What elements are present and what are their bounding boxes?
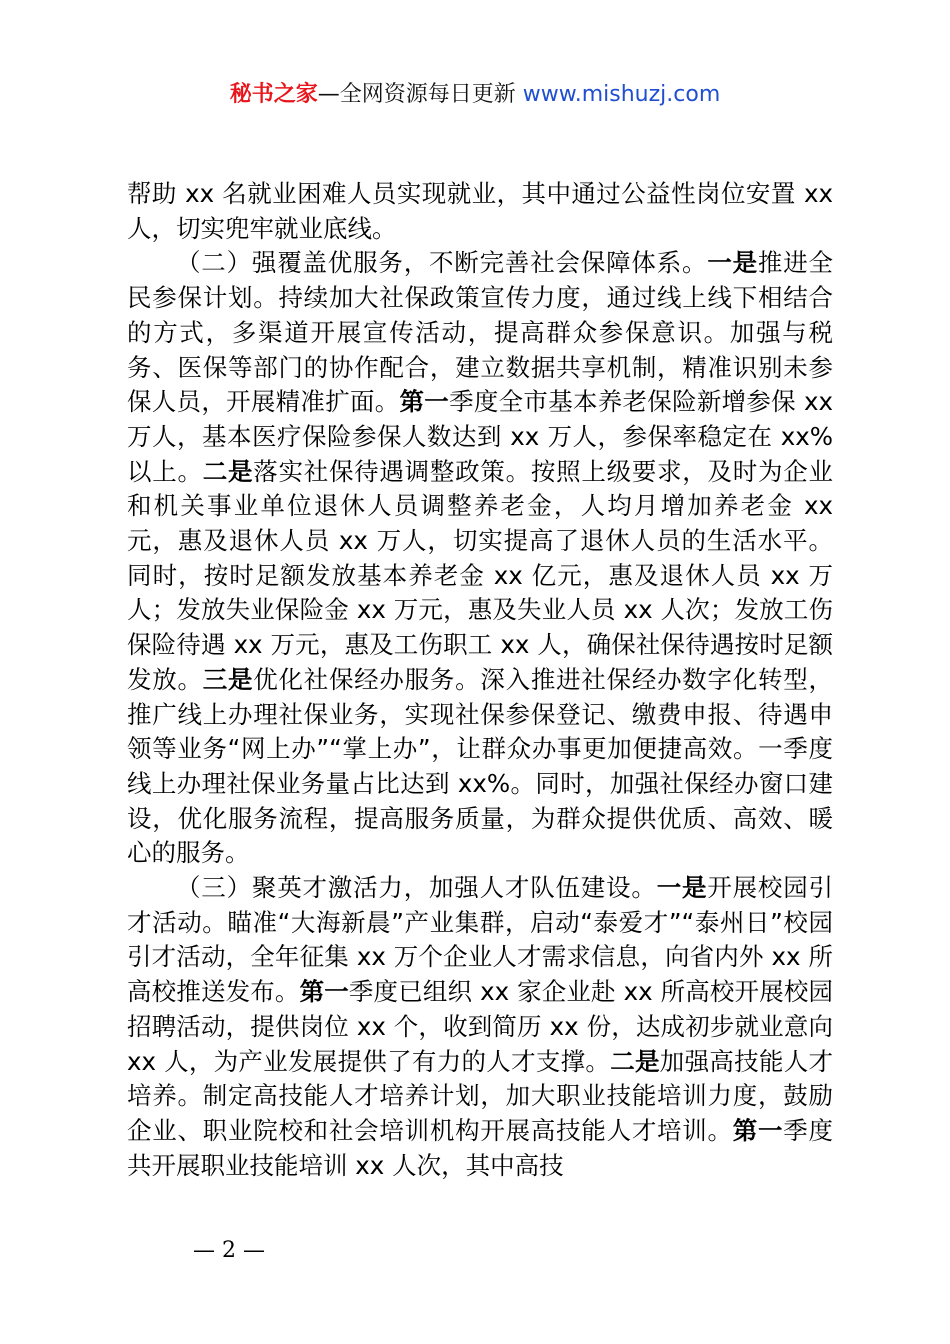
text-segment: 开展校园引才活动。瞄准“大海新晨”产业集群，启动“泰爱才”“泰州日”校园引才活动，全年征集 xx 万个企业人才需求信息，向省内外 xx 所高校推送发布。	[127, 873, 834, 1007]
bold-marker: 一是	[656, 873, 708, 903]
paragraph-section-2	[127, 246, 833, 871]
text-segment: 加强高技能人才培养。制定高技能人才培养计划，加大职业技能培训力度，鼓励企业、职业院校和社会培训机构开展高技能人才培训。	[127, 1046, 834, 1145]
bold-marker: 一是	[707, 248, 758, 278]
text-segment: 季度共开展职业技能培训 xx 人次，其中高技	[127, 1115, 834, 1180]
document-header	[0, 80, 950, 110]
text-segment: 帮助 xx 名就业困难人员实现就业，其中通过公益性岗位安置 xx 人，切实兜牢就业底线。	[127, 179, 833, 243]
document-body	[127, 177, 833, 1183]
text-segment: 季度全市基本养老保险新增参保 xx 万人，基本医疗保险参保人数达到 xx 万人，参保率稳定在 xx%以上。	[127, 387, 834, 486]
bold-marker: 第一	[299, 977, 349, 1007]
bold-marker: 第一	[732, 1115, 784, 1145]
paragraph-section-3	[127, 871, 833, 1183]
header-url[interactable]: www.mishuzj.com	[522, 82, 721, 107]
section-heading: （三）聚英才激活力，加强人才队伍建设。	[176, 873, 657, 903]
bold-marker: 第一	[399, 387, 450, 417]
page-number: — 2 —	[193, 1238, 265, 1263]
bold-marker: 三是	[202, 664, 254, 694]
text-segment: 推进全民参保计划。持续加大社保政策宣传力度，通过线上线下相结合的方式，多渠道开展宣传活动，提高群众参保意识。加强与税务、医保等部门的协作配合，建立数据共享机制，精准识别未参保人员，开展精准扩面。	[127, 248, 834, 417]
paragraph-continuation	[127, 177, 833, 246]
bold-marker: 二是	[202, 456, 254, 486]
text-segment: 落实社保待遇调整政策。按照上级要求，及时为企业和机关事业单位退休人员调整养老金，人均月增加养老金 xx 元，惠及退休人员 xx 万人，切实提高了退休人员的生活水平。同时，按时足额发放基本养老金 xx 亿元，惠及退休人员 xx 万人；发放失业保险金 xx 万元，惠及失业人员 xx 人次；发放工伤保险待遇 xx 万元，惠及工伤职工 xx 人，确保社保待遇按时足额发放。	[127, 456, 834, 694]
header-brand: 秘书之家	[229, 82, 318, 107]
section-heading: （二）强覆盖优服务，不断完善社会保障体系。	[176, 248, 708, 278]
header-slogan: —全网资源每日更新	[317, 82, 516, 107]
text-segment: 季度已组织 xx 家企业赴 xx 所高校开展校园招聘活动，提供岗位 xx 个，收到简历 xx 份，达成初步就业意向 xx 人，为产业发展提供了有力的人才支撑。	[127, 977, 833, 1076]
bold-marker: 二是	[610, 1046, 660, 1076]
text-segment: 优化社保经办服务。深入推进社保经办数字化转型，推广线上办理社保业务，实现社保参保登记、缴费申报、待遇申领等业务“网上办”“掌上办”，让群众办事更加便捷高效。一季度线上办理社保业务量占比达到 xx%。同时，加强社保经办窗口建设，优化服务流程，提高服务质量，为群众提供优质、高效、暖心的服务。	[127, 664, 834, 868]
